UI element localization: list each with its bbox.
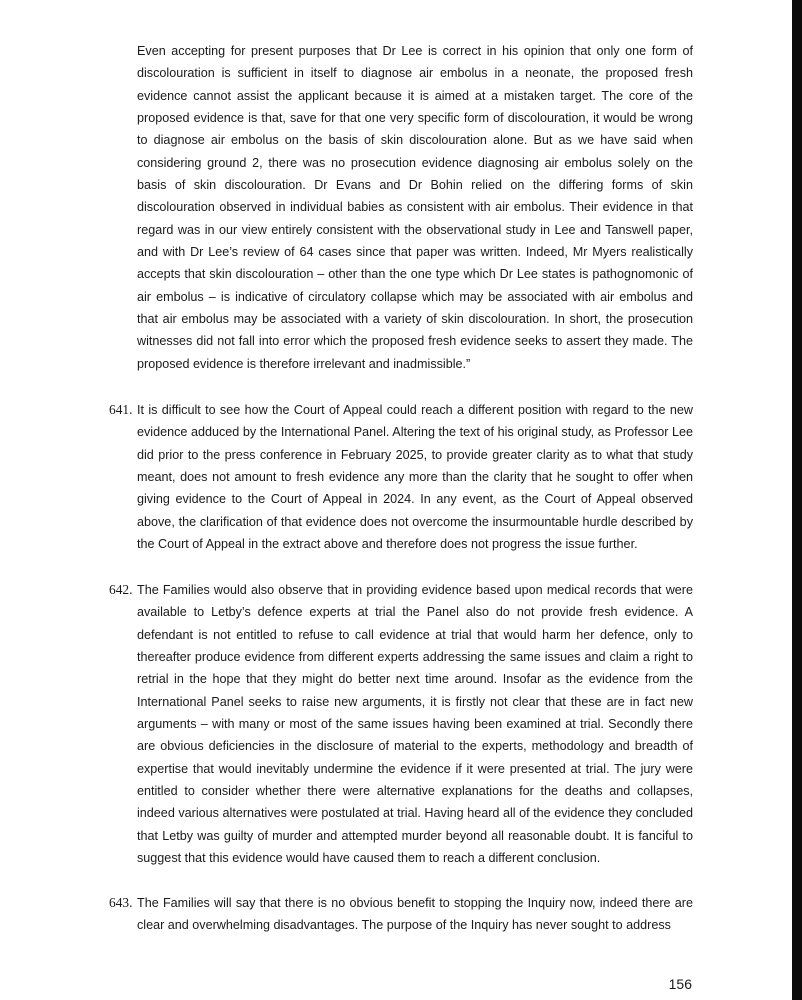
paragraph-642 <box>109 579 693 869</box>
paragraph-text: It is difficult to see how the Court of Appeal could reach a different position with regard to the new evidence adduced by the International Panel. Altering the text of his original study, as Professor Lee did prior to the press conference in February 2025, to provide greater clarity as to what that study meant, does not amount to fresh evidence any more than the clarity that he sought to offer when giving evidence to the Court of Appeal in 2024. In any event, as the Court of Appeal observed above, the clarification of that evidence does not overcome the insurmountable hurdle described by the Court of Appeal in the extract above and therefore does not progress the issue further. <box>137 403 693 552</box>
paragraph-643 <box>109 892 693 937</box>
paragraph-number: 641. <box>109 402 133 417</box>
page-number: 156 <box>668 976 692 992</box>
paragraph-number: 642. <box>109 582 133 597</box>
paragraph-text: The Families will say that there is no obvious benefit to stopping the Inquiry now, indeed there are clear and overwhelming disadvantages. The purpose of the Inquiry has never sought to address <box>137 896 693 933</box>
paragraph-text: The Families would also observe that in providing evidence based upon medical records that were available to Letby’s defence experts at trial the Panel also do not provide fresh evidence. A defendant is not entitled to refuse to call evidence at trial that would harm her defence, only to thereafter produce evidence from different experts addressing the same issues and claim a right to retrial in the hope that they might do better next time around. Insofar as the evidence from the International Panel seeks to raise new arguments, it is firstly not clear that these are in fact new arguments – with many or most of the same issues having been examined at trial. Secondly there are obvious deficiencies in the disclosure of material to the experts, methodology and breadth of expertise that would inevitably undermine the evidence if it were presented at trial. The jury were entitled to consider whether there were alternative explanations for the deaths and collapses, indeed various alternatives were postulated at trial. Having heard all of the evidence they concluded that Letby was guilty of murder and attempted murder beyond all reasonable doubt. It is fanciful to suggest that this evidence would have caused them to reach a different conclusion. <box>137 583 693 866</box>
page-edge-shadow <box>792 0 802 1000</box>
paragraph-641 <box>109 399 693 555</box>
paragraph-number: 643. <box>109 895 133 910</box>
quoted-passage: Even accepting for present purposes that Dr Lee is correct in his opinion that only one form of discolouration is sufficient in itself to diagnose air embolus in a neonate, the proposed fresh evidence cannot assist the applicant because it is aimed at a mistaken target. The core of the proposed evidence is that, save for that one very specific form of discolouration, it would be wrong to diagnose air embolus on the basis of skin discolouration alone. But as we have said when considering ground 2, there was no prosecution evidence diagnosing air embolus solely on the basis of skin discolouration. Dr Evans and Dr Bohin relied on the differing forms of skin discolouration observed in individual babies as consistent with air embolus. Their evidence in that regard was in our view entirely consistent with the observational study in Lee and Tanswell paper, and with Dr Lee’s review of 64 cases since that paper was written. Indeed, Mr Myers realistically accepts that skin discolouration – other than the one type which Dr Lee states is pathognomonic of air embolus – is indicative of circulatory collapse which may be associated with air embolus and that air embolus may be associated with a variety of skin discolouration. In short, the prosecution witnesses did not fall into error which the proposed fresh evidence seeks to assert they made. The proposed evidence is therefore irrelevant and inadmissible.” <box>137 44 693 371</box>
